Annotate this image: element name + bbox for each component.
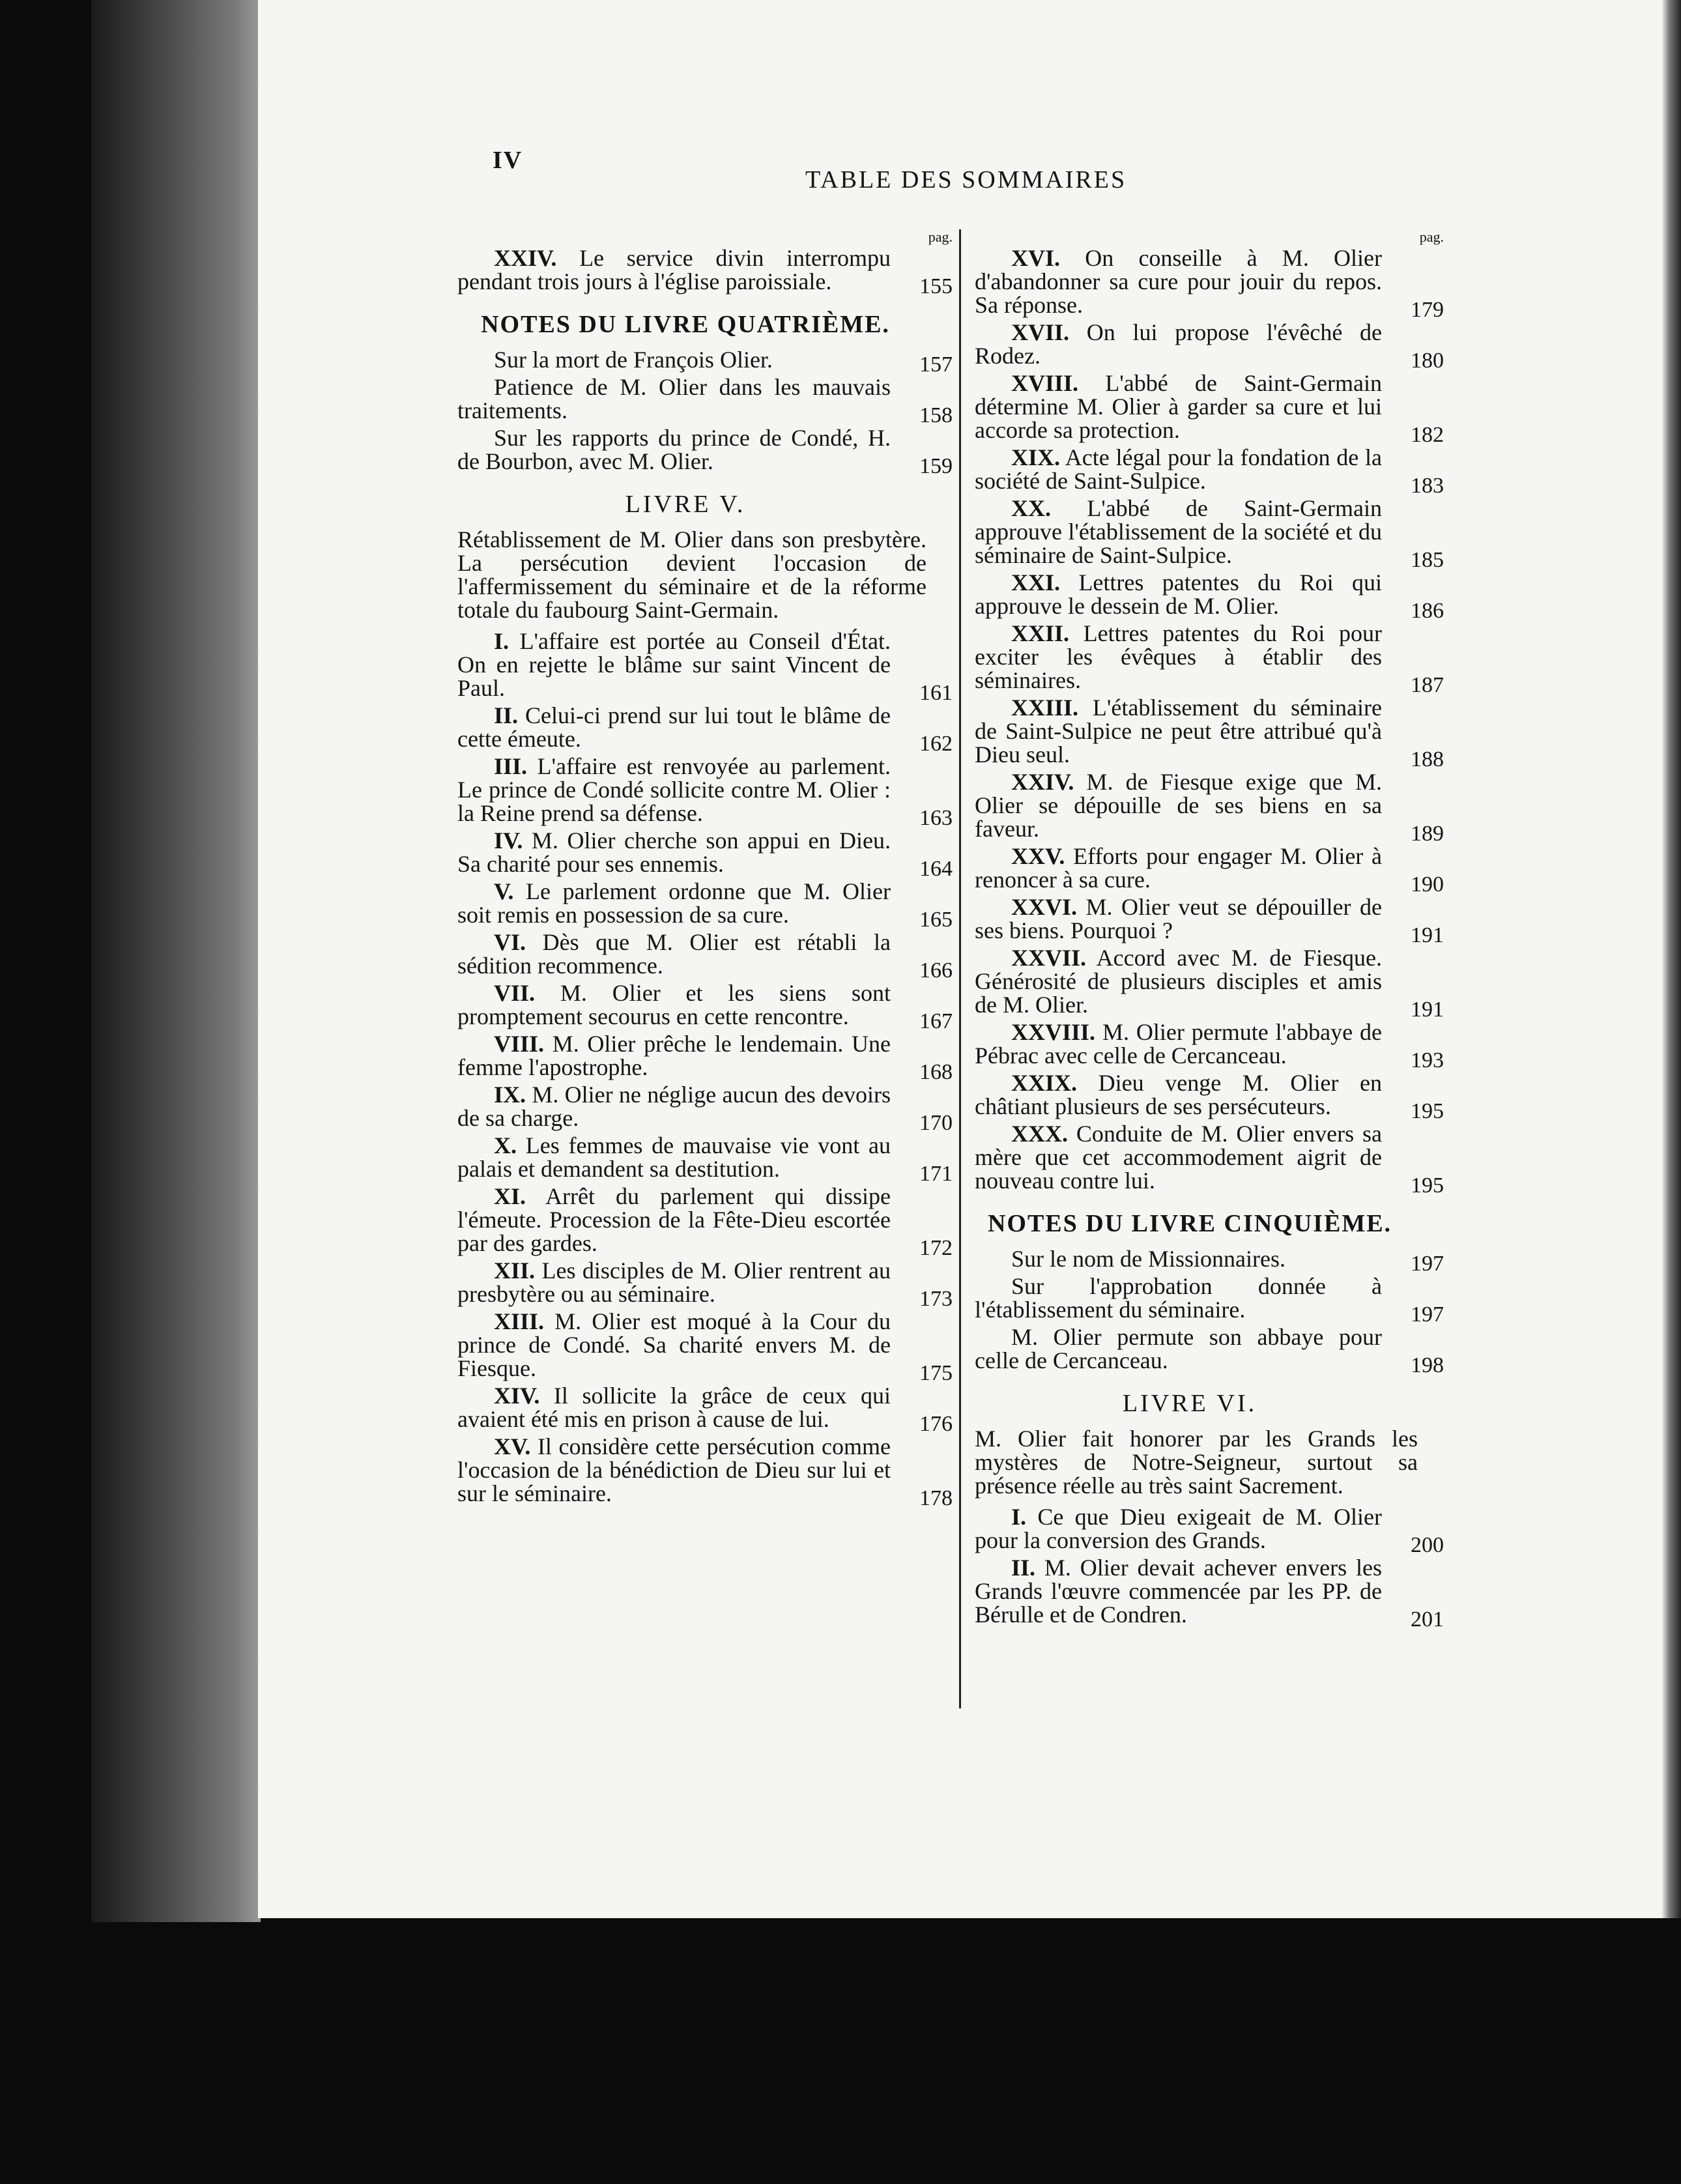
toc-entry: XVIII. L'abbé de Saint-Germain détermine M. Olier à garder sa cure et lui accorde sa protection. 182 [975, 370, 1444, 447]
page-number: 178 [919, 1486, 953, 1510]
page-number: 163 [919, 806, 953, 830]
page-number: 191 [1411, 923, 1444, 947]
note-entry: Patience de M. Olier dans les mauvais traitements. 158 [457, 374, 953, 427]
page-number: 157 [919, 352, 953, 377]
livre-heading: LIVRE VI. [1122, 1390, 1257, 1417]
page-header [258, 139, 1681, 198]
toc-entry: XXX. Conduite de M. Olier envers sa mère que cet accommodement aigrit de nouveau contre lui. 195 [975, 1121, 1444, 1198]
page-number: 183 [1411, 474, 1444, 498]
toc-entry: XI. Arrêt du parlement qui dissipe l'émeute. Procession de la Fête-Dieu escortée par des gardes. 172 [457, 1183, 953, 1260]
page-number: 198 [1411, 1353, 1444, 1377]
page-number: 200 [1411, 1533, 1444, 1557]
page-number: 155 [919, 274, 953, 298]
livre-intro: M. Olier fait honorer par les Grands les mystères de Notre-Seigneur, surtout sa présence réelle au très saint Sacrement. [975, 1426, 1418, 1499]
toc-entry: I. Ce que Dieu exigeait de M. Olier pour la conversion des Grands. 200 [975, 1504, 1444, 1557]
page-number: 171 [919, 1162, 953, 1186]
page-number: 164 [919, 857, 953, 881]
toc-entry: XXI. Lettres patentes du Roi qui approuve le dessein de M. Olier. 186 [975, 569, 1444, 623]
toc-entry: XXV. Efforts pour engager M. Olier à renoncer à sa cure. 190 [975, 843, 1444, 897]
toc-entry: XXVII. Accord avec M. de Fiesque. Générosité de plusieurs disciples et amis de M. Olier. 191 [975, 945, 1444, 1022]
page-number: 167 [919, 1009, 953, 1033]
page-number: 166 [919, 958, 953, 983]
page-number: 172 [919, 1236, 953, 1260]
page-number: 195 [1411, 1173, 1444, 1198]
page-number: 193 [1411, 1048, 1444, 1072]
page-number: 176 [919, 1412, 953, 1436]
page-number: 165 [919, 908, 953, 932]
note-entry: Sur l'approbation donnée à l'établissement du séminaire. 197 [975, 1273, 1444, 1327]
livre-intro: Rétablissement de M. Olier dans son presbytère. La persécution devient l'occasion de l'affermissement du séminaire et de la réforme totale du faubourg Saint-Germain. [457, 526, 927, 623]
page-number: 175 [919, 1361, 953, 1385]
toc-entry: XV. Il considère cette persécution comme l'occasion de la bénédiction de Dieu sur lui et sur le séminaire. 178 [457, 1433, 953, 1510]
toc-entry: VII. M. Olier et les siens sont promptement secourus en cette rencontre. 167 [457, 980, 953, 1033]
toc-entry: II. M. Olier devait achever envers les Grands l'œuvre commencée par les PP. de Bérulle et de Condren. 201 [975, 1555, 1444, 1631]
toc-entry: VI. Dès que M. Olier est rétabli la sédition recommence. 166 [457, 929, 953, 983]
page-number: 182 [1411, 423, 1444, 447]
running-title: TABLE DES SOMMAIRES [805, 166, 1127, 194]
toc-entry: XIII. M. Olier est moqué à la Cour du prince de Condé. Sa charité envers M. de Fiesque. 175 [457, 1308, 953, 1385]
toc-entry: XXIV. Le service divin interrompu pendant trois jours à l'église paroissiale. 155 [457, 245, 953, 298]
toc-entry: XXII. Lettres patentes du Roi pour exciter les évêques à établir des séminaires. 187 [975, 620, 1444, 697]
toc-entry: I. L'affaire est portée au Conseil d'État. On en rejette le blâme sur saint Vincent de Paul. 161 [457, 628, 953, 705]
pag-label: pag. [928, 229, 953, 245]
page-number: 168 [919, 1060, 953, 1084]
toc-entry: XII. Les disciples de M. Olier rentrent au presbytère ou au séminaire. 173 [457, 1257, 953, 1311]
page-number: 185 [1411, 548, 1444, 572]
page-number: 173 [919, 1287, 953, 1311]
page-number: 170 [919, 1111, 953, 1135]
page-number: 159 [919, 454, 953, 478]
page-number: 161 [919, 681, 953, 705]
note-entry: Sur la mort de François Olier. 157 [494, 347, 953, 377]
toc-entry: V. Le parlement ordonne que M. Olier soit remis en possession de sa cure. 165 [457, 878, 953, 932]
toc-entry: XVII. On lui propose l'évêché de Rodez. 180 [975, 319, 1444, 373]
page-number: 179 [1411, 298, 1444, 322]
note-entry: M. Olier permute son abbaye pour celle de Cercanceau. 198 [975, 1324, 1444, 1377]
notes-heading: NOTES DU LIVRE CINQUIÈME. [987, 1210, 1392, 1237]
toc-entry: XXIV. M. de Fiesque exige que M. Olier se dépouille de ses biens en sa faveur. 189 [975, 769, 1444, 846]
right-column [975, 225, 1444, 1630]
pag-label: pag. [1419, 229, 1444, 245]
page-number: 197 [1411, 1302, 1444, 1327]
column-divider [959, 229, 961, 1708]
left-column [457, 225, 953, 1509]
toc-entry: II. Celui-ci prend sur lui tout le blâme de cette émeute. 162 [457, 702, 953, 756]
toc-entry: XXIII. L'établissement du séminaire de Saint-Sulpice ne peut être attribué qu'à Dieu seul. 188 [975, 695, 1444, 771]
book-spine-shadow [91, 0, 261, 1922]
toc-entry: XXVIII. M. Olier permute l'abbaye de Pébrac avec celle de Cercanceau. 193 [975, 1019, 1444, 1072]
toc-entry: XXVI. M. Olier veut se dépouiller de ses biens. Pourquoi ? 191 [975, 894, 1444, 947]
toc-entry: IX. M. Olier ne néglige aucun des devoirs de sa charge. 170 [457, 1082, 953, 1135]
note-entry: Sur les rapports du prince de Condé, H. de Bourbon, avec M. Olier. 159 [457, 425, 953, 478]
page-edge-shadow [1661, 0, 1681, 1918]
page-number: 190 [1411, 872, 1444, 897]
page-folio: IV [493, 147, 523, 174]
toc-entry: VIII. M. Olier prêche le lendemain. Une femme l'apostrophe. 168 [457, 1031, 953, 1084]
toc-entry: XX. L'abbé de Saint-Germain approuve l'établissement de la société et du séminaire de Saint-Sulpice. 185 [975, 495, 1444, 572]
page-number: 187 [1411, 673, 1444, 697]
page-number: 195 [1411, 1099, 1444, 1123]
page-number: 188 [1411, 747, 1444, 771]
toc-entry: XXIX. Dieu venge M. Olier en châtiant plusieurs de ses persécuteurs. 195 [975, 1070, 1444, 1123]
toc-entry: XIX. Acte légal pour la fondation de la société de Saint-Sulpice. 183 [975, 444, 1444, 498]
book-page [258, 0, 1681, 1918]
livre-heading: LIVRE V. [625, 491, 746, 518]
page-number: 189 [1411, 822, 1444, 846]
toc-entry: III. L'affaire est renvoyée au parlement. Le prince de Condé sollicite contre M. Olier : la Reine prend sa défense. 163 [457, 753, 953, 830]
note-entry: Sur le nom de Missionnaires. 197 [1011, 1246, 1444, 1276]
toc-entry: IV. M. Olier cherche son appui en Dieu. Sa charité pour ses ennemis. 164 [457, 827, 953, 881]
page-number: 180 [1411, 349, 1444, 373]
toc-entry: XIV. Il sollicite la grâce de ceux qui avaient été mis en prison à cause de lui. 176 [457, 1383, 953, 1436]
page-number: 197 [1411, 1252, 1444, 1276]
page-number: 162 [919, 732, 953, 756]
toc-entry: X. Les femmes de mauvaise vie vont au palais et demandent sa destitution. 171 [457, 1132, 953, 1186]
page-number: 191 [1411, 998, 1444, 1022]
page-number: 158 [919, 403, 953, 427]
notes-heading: NOTES DU LIVRE QUATRIÈME. [481, 311, 890, 338]
toc-entry: XVI. On conseille à M. Olier d'abandonner sa cure pour jouir du repos. Sa réponse. 179 [975, 245, 1444, 322]
page-number: 186 [1411, 599, 1444, 623]
page-number: 201 [1411, 1607, 1444, 1631]
